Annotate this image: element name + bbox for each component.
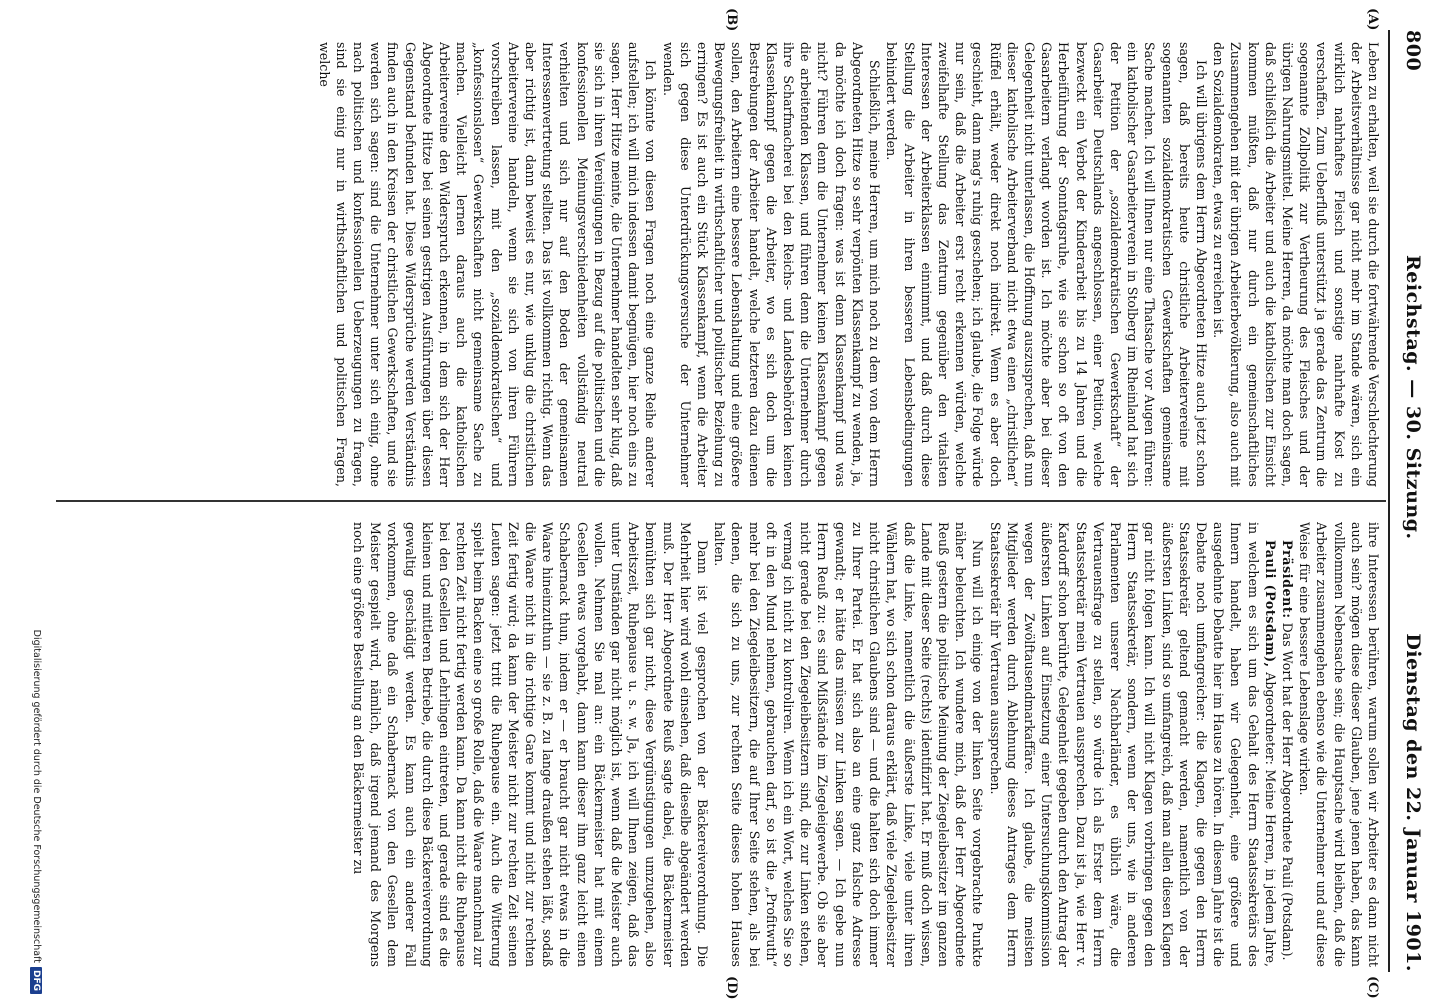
right-column <box>62 522 1382 967</box>
margin-mark-a: (A) <box>1365 8 1380 31</box>
paragraph: Ich will übrigens dem Herrn Abgeordneten Hitze auch jetzt schon sagen, daß bereits heute christliche Arbeitervereine mit sogenannten sozialdemokratischen Gewerkschaften gemeinsame Sache machen. Ich will Ihnen nur eine Thatsache vor Augen führen: ein katholischer Gasarbeiterverein in Stolberg im Rheinland hat sich der Petition der „sozialdemokratischen Gewerkschaft“ der Gasarbeiter Deutschlands angeschlossen, einer Petition, welche bezweckt ein Verbot der Kinderarbeit bis zu 14 Jahren und die Herbeiführung der Sonntagsruhe, wie sie schon so oft von den Gasarbeitern verlangt worden ist. Ich möchte aber bei dieser Gelegenheit nicht unterlassen, die Hoffnung auszusprechen, daß nun dieser katholische Arbeiterverband nicht etwa einen „christlichen“ Rüffel erhält, weder direkt noch indirekt. Wenn es aber doch geschieht, dann mag's ruhig geschehen; ich glaube, die Folge würde nur sein, daß die Arbeiter erst recht erkennen würden, welche zweifelhafte Stellung das Zentrum gegenüber den vitalsten Interessen der Arbeiterklassen einnimmt, und daß durch diese Stellung die Arbeiter in ihren besseren Lebensbedingungen behindert werden. <box>884 42 1209 487</box>
paragraph: Dann ist viel gesprochen von der Bäckereiverordnung. Die Mehrheit hier wird wohl einsehen, daß dieselbe abgeändert werden muß. Der Herr Abgeordnete Reuß sagte dabei, die Bäckermeister bemühten sich gar nicht, diese Vergünstigungen umzugehen, also Arbeitszeit, Ruhepause u. s. w. Ja, ich will Ihnen zeigen, daß das unter Umständen gar nicht möglich ist, wenn daß die Meister auch wollen. Nehmen Sie mal an: ein Bäckermeister hat mit einem Gesellen etwas vorgehabt, dann kann dieser ihm ganz leicht einen Schabernack thun, indem er — er braucht gar nicht etwas in die Waare hineinzuthun — sie z. B. zu lange draußen stehen läßt, sodaß die Waare nicht in die richtige Gare kommt und nicht zur rechten Zeit fertig wird; da kann der Meister nicht zur rechten Zeit seinen Leuten sagen: jetzt tritt die Ruhepause ein. Auch die Witterung spielt beim Backen eine so große Rolle, daß die Waare manchmal zur rechten Zeit nicht fertig werden kann. Da kann nicht die Ruhepause bei den Gesellen und Lehrlingen eintreten, und gerade sind es die kleinen und mittleren Betriebe, die durch diese Bäckereiverordnung gewaltig geschädigt werden. Es kann auch ein anderer Fall vorkommen, ohne daß ein Schabernack von den Gesellen dem Meister gespielt wird, nämlich, daß irgend jemand des Morgens noch eine größere Bestellung an den Bäckermeister zu <box>351 522 711 967</box>
margin-mark-b: (B) <box>724 8 739 32</box>
speaker-name: Präsident: <box>1279 540 1295 619</box>
header-rule <box>1388 30 1390 972</box>
paragraph: ihre Interessen berühren, warum sollen wir Arbeiter es dann nicht auch sein? mögen diese dieser Glauben, jene jenen haben, das kann vollkommen Nebensache sein; die Hauptsache wird bleiben, daß die Arbeiter zusammengehen ebenso wie die Unternehmer und auf diese Weise für eine bessere Lebenslage wirken. <box>1297 522 1381 967</box>
speech-text: Das Wort hat der Herr Abgeordnete Pauli (Potsdam). <box>1279 618 1295 961</box>
paragraph <box>986 522 1278 967</box>
paragraph <box>1279 522 1296 967</box>
footer-text: Digitalisierung gefördert durch die Deutsche Forschungsgemeinschaft <box>31 629 42 963</box>
paragraph: Nun will ich einige von der linken Seite vorgebrachte Punkte näher beleuchten. Ich wundere mich, daß der Herr Abgeordnete Reuß gestern die politische Meinung der Ziegeleibesitzer im ganzen Lande mit dieser Seite (rechts) identifizirt hat. Er muß doch wissen, daß die Linke, namentlich die äußerste Linke, viele unter ihren Wählern hat, wo sich schon daraus erklärt, daß viele Ziegeleibesitzer nicht christlichen Glaubens sind — und die halten sich doch immer zu Ihrer Partei. Er hat sich also an eine ganz falsche Adresse gewandt; er hätte das müssen zur Linken sagen. — Ich gebe nun Herrn Reuß zu: es sind Mißstände im Ziegeleigewerbe. Ob sie aber nicht gerade bei den Ziegeleibesitzern sind, die zur Linken stehen, vermag ich nicht zu kontroliren. Wenn ich ein Wort, welches Sie so oft in den Mund nehmen, gebrauchen darf, so ist die „Profitwuth“ mehr bei den Ziegeleibesitzern, die auf Ihrer Seite stehen, als bei denen, die sich zu uns, zur rechten Seite dieses hohen Hauses halten. <box>712 522 986 967</box>
margin-mark-c: (C) <box>1365 976 1380 999</box>
margin-mark-d: (D) <box>724 976 739 1000</box>
page-header <box>1392 30 1426 972</box>
speaker-name: Pauli (Potsdam), <box>1262 540 1278 668</box>
page-number: 800 <box>1402 30 1424 72</box>
dfg-logo: DFG <box>30 967 42 994</box>
left-column <box>62 42 1382 487</box>
speech-text: Abgeordneter: Meine Herren, in jedem Jahre, in welchem es sich um das Gehalt des Herrn Staatssekretärs des Innern handelt, haben wir Gelegenheit, eine größere und ausgedehnte Debatte hier im Hause zu hören. In diesem Jahre ist die Debatte noch umfangreicher: die Klagen, die gegen den Herrn Staatssekretär geltend gemacht werden, namentlich von der äußersten Linken, sind so umfangreich, daß man allen diesen Klagen gar nicht folgen kann. Ich will nicht Klagen vorbringen gegen den Herrn Staatssekretär, sondern, wenn der uns, wie in anderen Parlamenten unserer Nachbarländer, es üblich wäre, die Vertrauensfrage zu stellen, so würde ich als Erster dem Herrn Staatssekretär mein Vertrauen aussprechen. Dazu ist ja, wie Herr v. Kardorff schon berührte, Gelegenheit gegeben durch den Antrag der äußersten Linken auf Einsetzung einer Untersuchungskommission wegen der Zwölftausendmarkaffäre. Ich glaube, die meisten Mitglieder werden durch Ablehnung dieses Antrages dem Herrn Staatssekretär ihr Vertrauen aussprechen. <box>987 522 1278 967</box>
paragraph: Leben zu erhalten, weil sie durch die fortwährende Verschlechterung der Arbeitsverhältnisse gar nicht mehr im Stande wären, sich ein wirklich nahrhaftes Fleisch und sonstige nahrhafte Kost zu verschaffen. Zum Ueberfluß unterstützt ja gerade das Zentrum die sogenannte Zollpolitik zur Vertheurung des Fleisches und der übrigen Nahrungsmittel. Meine Herren, da möchte man doch sagen, daß schließlich die Arbeiter und auch die katholischen zur Einsicht kommen müßten, daß nur durch ein gemeinschaftliches Zusammengehen mit der übrigen Arbeiterbevölkerung, also auch mit den Sozialdemokraten, etwas zu erreichen ist. <box>1211 42 1381 487</box>
digitization-footer <box>12 600 42 994</box>
paragraph: Schließlich, meine Herren, um mich noch zu dem von dem Herrn Abgeordneten Hitze so sehr verpönten Klassenkampf zu wenden, ja, da möchte ich doch fragen: was ist denn Klassenkampf und was nicht? Führen denn die Unternehmer keinen Klassenkampf gegen die arbeitenden Klassen, und führen denn die Unternehmer durch ihre Scharfmacherei bei den Reichs- und Landesbehörden keinen Klassenkampf gegen die Arbeiter, wo es sich doch um die Bestrebungen der Arbeiter handelt, welche letzteren dazu dienen sollen, den Arbeitern eine bessere Lebenshaltung und eine größere Bewegungsfreiheit in wirthschaftlicher und politischer Beziehung zu erringen? Es ist auch ein Stück Klassenkampf, wenn die Arbeiter sich gegen diese Unterdrückungsversuche der Unternehmer wenden. <box>660 42 883 487</box>
paragraph: Ich könnte von diesen Fragen noch eine ganze Reihe anderer aufstellen; ich will mich indessen damit begnügen, hier noch eins zu sagen. Herr Hitze meinte, die Unternehmer handelten sehr klug, daß sie sich in ihren Vereinigungen in Bezug auf die politischen und die konfessionellen Meinungsverschiedenheiten vollständig neutral verhielten und sich nur auf den Boden der gemeinsamen Interessenvertretung stellten. Das ist vollkommen richtig. Wenn das aber richtig ist, dann beweist es nur, wie unklug die christlichen Arbeitervereine handeln, wenn sie sich von ihren Führern vorschreiben lassen, mit den „sozialdemokratischen“ und „konfessionslosen“ Gewerkschaften nicht gemeinsame Sache zu machen. Vielleicht lernen daraus auch die katholischen Arbeitervereine den Widerspruch erkennen, in dem sich der Herr Abgeordnete Hitze bei seinen gestrigen Ausführungen über diesen Gegenstand befunden hat. Diese Widersprüche werden Verständnis finden auch in den Kreisen der christlichen Gewerkschaften, und sie werden sich sagen: sind die Unternehmer unter sich einig, ohne nach politischen und konfessionellen Ueberzeugungen zu fragen, sind sie einig nur in wirthschaftlichen und politischen Fragen, welche <box>316 42 659 487</box>
session-title: Reichstag. — 30. Sitzung. <box>1402 255 1424 540</box>
column-divider <box>56 500 1386 502</box>
session-date: Dienstag den 22. Januar 1901. <box>1402 633 1424 972</box>
